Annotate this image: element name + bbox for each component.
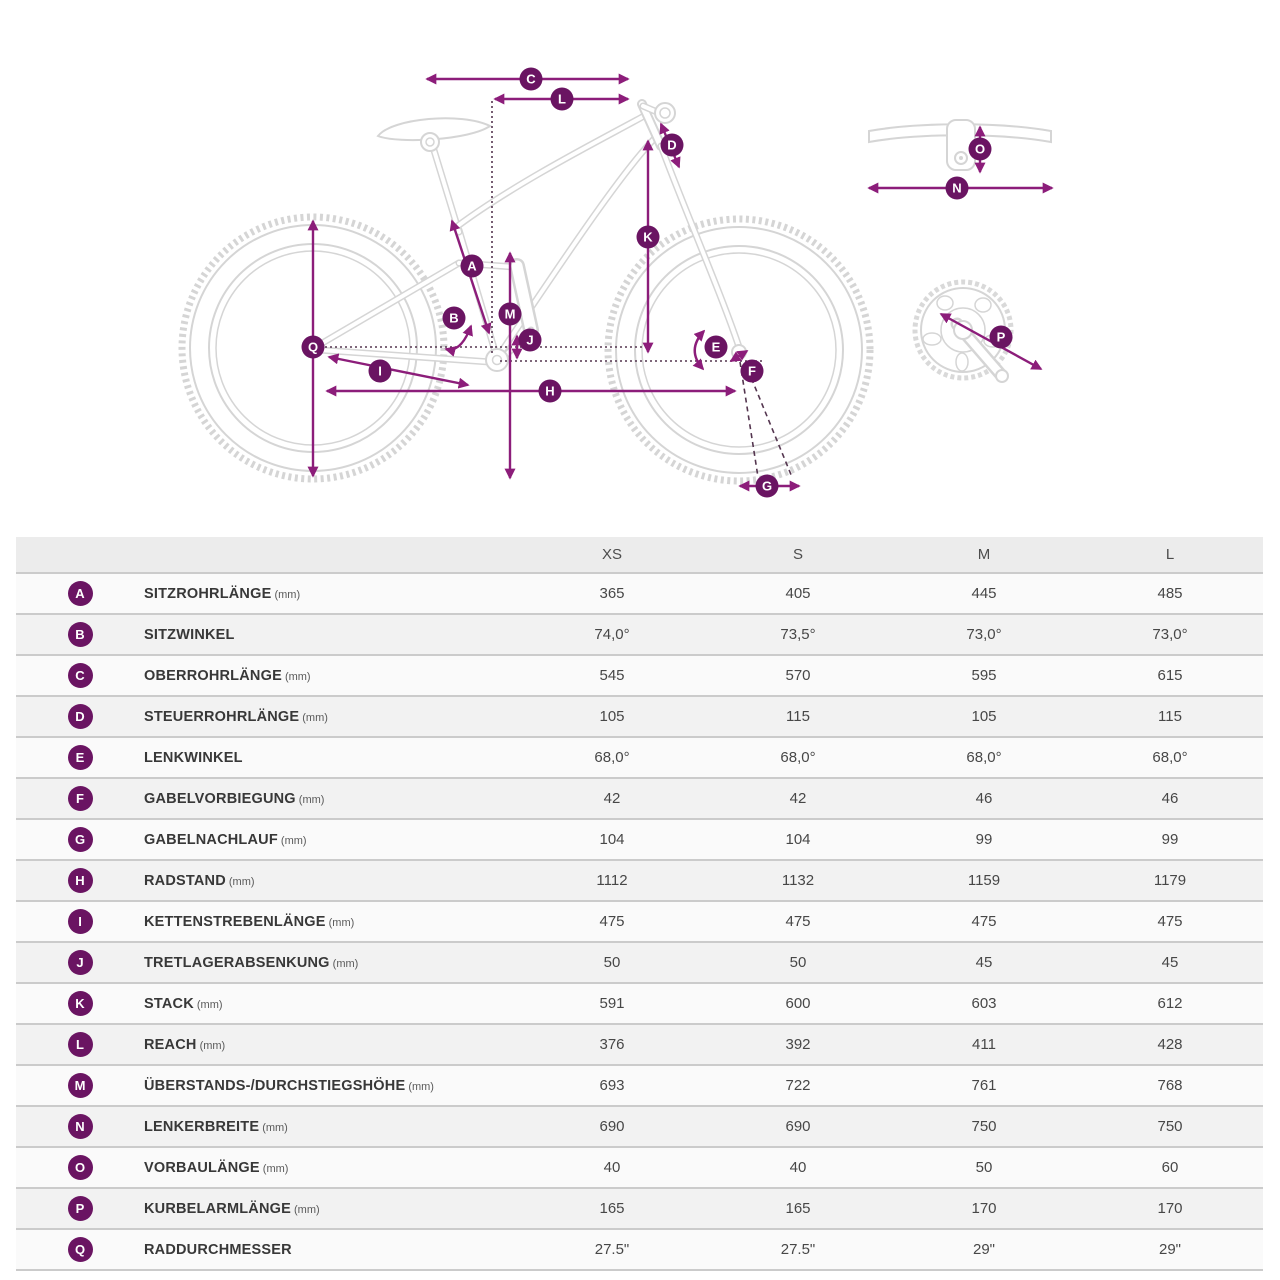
row-value-m: 411 bbox=[891, 1024, 1077, 1065]
badge-c bbox=[520, 68, 543, 91]
badge-i bbox=[369, 360, 392, 383]
row-unit: (mm) bbox=[328, 917, 355, 929]
row-value-l: 428 bbox=[1077, 1024, 1263, 1065]
row-value-m: 761 bbox=[891, 1065, 1077, 1106]
row-name: OBERROHRLÄNGE bbox=[144, 668, 282, 684]
row-name: KETTENSTREBENLÄNGE bbox=[144, 914, 326, 930]
badge-h bbox=[539, 380, 562, 403]
row-letter-badge: C bbox=[68, 663, 93, 688]
row-value-xs: 165 bbox=[519, 1188, 705, 1229]
badge-m bbox=[499, 303, 522, 326]
row-unit: (mm) bbox=[199, 1040, 226, 1052]
row-letter-badge: G bbox=[68, 827, 93, 852]
row-name: SITZROHRLÄNGE bbox=[144, 586, 272, 602]
badge-d bbox=[661, 134, 684, 157]
svg-text:E: E bbox=[711, 339, 721, 355]
row-name: REACH bbox=[144, 1037, 197, 1053]
handlebar-top-view bbox=[869, 120, 1051, 170]
row-value-s: 405 bbox=[705, 573, 891, 614]
row-value-xs: 68,0° bbox=[519, 737, 705, 778]
row-value-s: 104 bbox=[705, 819, 891, 860]
row-value-s: 570 bbox=[705, 655, 891, 696]
row-value-m: 105 bbox=[891, 696, 1077, 737]
header-letter-spacer bbox=[16, 537, 144, 573]
row-letter-badge: H bbox=[68, 868, 93, 893]
row-value-l: 475 bbox=[1077, 901, 1263, 942]
row-value-m: 170 bbox=[891, 1188, 1077, 1229]
row-name: RADDURCHMESSER bbox=[144, 1242, 292, 1258]
row-value-s: 722 bbox=[705, 1065, 891, 1106]
row-value-s: 73,5° bbox=[705, 614, 891, 655]
row-value-l: 485 bbox=[1077, 573, 1263, 614]
table-row bbox=[16, 1229, 1263, 1270]
row-value-l: 46 bbox=[1077, 778, 1263, 819]
row-value-s: 475 bbox=[705, 901, 891, 942]
row-letter-badge: Q bbox=[68, 1237, 93, 1262]
row-unit: (mm) bbox=[196, 999, 223, 1011]
row-value-m: 50 bbox=[891, 1147, 1077, 1188]
row-value-xs: 40 bbox=[519, 1147, 705, 1188]
table-row bbox=[16, 614, 1263, 655]
row-unit: (mm) bbox=[408, 1081, 434, 1093]
svg-text:Q: Q bbox=[307, 339, 319, 355]
row-value-m: 99 bbox=[891, 819, 1077, 860]
svg-text:H: H bbox=[545, 383, 555, 399]
row-unit: (mm) bbox=[332, 958, 359, 970]
row-value-xs: 105 bbox=[519, 696, 705, 737]
row-value-l: 60 bbox=[1077, 1147, 1263, 1188]
svg-text:D: D bbox=[667, 137, 677, 153]
badge-j bbox=[519, 329, 542, 352]
row-name: LENKERBREITE bbox=[144, 1119, 260, 1135]
table-row bbox=[16, 573, 1263, 614]
badge-e bbox=[705, 336, 728, 359]
row-value-l: 99 bbox=[1077, 819, 1263, 860]
row-value-s: 42 bbox=[705, 778, 891, 819]
svg-text:G: G bbox=[761, 478, 773, 494]
row-value-l: 750 bbox=[1077, 1106, 1263, 1147]
row-value-l: 612 bbox=[1077, 983, 1263, 1024]
row-letter-badge: B bbox=[68, 622, 93, 647]
row-letter-badge: J bbox=[68, 950, 93, 975]
row-value-xs: 475 bbox=[519, 901, 705, 942]
row-value-s: 115 bbox=[705, 696, 891, 737]
table-row bbox=[16, 1188, 1263, 1229]
badge-f bbox=[741, 360, 764, 383]
row-unit: (mm) bbox=[284, 671, 311, 683]
row-value-s: 690 bbox=[705, 1106, 891, 1147]
table-row bbox=[16, 696, 1263, 737]
badge-l bbox=[551, 88, 574, 111]
table-row bbox=[16, 737, 1263, 778]
row-value-xs: 693 bbox=[519, 1065, 705, 1106]
row-name: LENKWINKEL bbox=[144, 750, 243, 766]
table-row bbox=[16, 942, 1263, 983]
svg-text:A: A bbox=[467, 258, 477, 274]
svg-text:C: C bbox=[526, 71, 536, 87]
row-value-m: 445 bbox=[891, 573, 1077, 614]
row-name: STEUERROHRLÄNGE bbox=[144, 709, 300, 725]
row-value-s: 27.5" bbox=[705, 1229, 891, 1270]
arrow-b-seat-angle bbox=[446, 326, 471, 350]
row-value-xs: 50 bbox=[519, 942, 705, 983]
table-row bbox=[16, 1024, 1263, 1065]
row-letter-badge: D bbox=[68, 704, 93, 729]
row-value-s: 1132 bbox=[705, 860, 891, 901]
row-value-xs: 365 bbox=[519, 573, 705, 614]
row-value-xs: 376 bbox=[519, 1024, 705, 1065]
arrow-e-head-angle bbox=[695, 331, 704, 369]
row-letter-badge: L bbox=[68, 1032, 93, 1057]
row-value-s: 600 bbox=[705, 983, 891, 1024]
row-value-m: 1159 bbox=[891, 860, 1077, 901]
row-unit: (mm) bbox=[280, 835, 307, 847]
column-header-s: S bbox=[705, 537, 891, 573]
geometry-table bbox=[16, 537, 1263, 1271]
row-letter-badge: I bbox=[68, 909, 93, 934]
row-value-m: 45 bbox=[891, 942, 1077, 983]
row-unit: (mm) bbox=[262, 1122, 288, 1134]
table-row bbox=[16, 860, 1263, 901]
badge-q bbox=[302, 336, 325, 359]
row-value-m: 73,0° bbox=[891, 614, 1077, 655]
row-value-s: 40 bbox=[705, 1147, 891, 1188]
row-value-s: 165 bbox=[705, 1188, 891, 1229]
svg-text:F: F bbox=[748, 363, 756, 379]
row-value-l: 1179 bbox=[1077, 860, 1263, 901]
svg-text:L: L bbox=[558, 91, 566, 107]
row-unit: (mm) bbox=[274, 589, 301, 601]
row-value-l: 73,0° bbox=[1077, 614, 1263, 655]
bike-geometry-diagram bbox=[0, 0, 1280, 537]
row-value-xs: 27.5" bbox=[519, 1229, 705, 1270]
row-value-xs: 591 bbox=[519, 983, 705, 1024]
badge-n bbox=[946, 177, 969, 200]
svg-text:P: P bbox=[996, 329, 1006, 345]
row-value-s: 68,0° bbox=[705, 737, 891, 778]
row-letter-badge: P bbox=[68, 1196, 93, 1221]
row-value-l: 45 bbox=[1077, 942, 1263, 983]
row-name: GABELNACHLAUF bbox=[144, 832, 278, 848]
svg-text:K: K bbox=[643, 229, 653, 245]
header-name-spacer bbox=[144, 537, 519, 573]
table-row bbox=[16, 819, 1263, 860]
badge-g bbox=[756, 475, 779, 498]
svg-text:M: M bbox=[504, 306, 516, 322]
column-header-m: M bbox=[891, 537, 1077, 573]
svg-text:B: B bbox=[449, 310, 459, 326]
row-value-l: 768 bbox=[1077, 1065, 1263, 1106]
row-value-m: 46 bbox=[891, 778, 1077, 819]
row-value-m: 595 bbox=[891, 655, 1077, 696]
row-name: TRETLAGERABSENKUNG bbox=[144, 955, 330, 971]
table-row bbox=[16, 1147, 1263, 1188]
badge-p bbox=[990, 326, 1013, 349]
row-value-l: 68,0° bbox=[1077, 737, 1263, 778]
row-value-m: 750 bbox=[891, 1106, 1077, 1147]
row-value-l: 170 bbox=[1077, 1188, 1263, 1229]
row-value-xs: 42 bbox=[519, 778, 705, 819]
row-letter-badge: K bbox=[68, 991, 93, 1016]
row-value-s: 50 bbox=[705, 942, 891, 983]
svg-text:N: N bbox=[952, 180, 962, 196]
table-row bbox=[16, 1106, 1263, 1147]
table-row bbox=[16, 655, 1263, 696]
row-letter-badge: F bbox=[68, 786, 93, 811]
row-name: GABELVORBIEGUNG bbox=[144, 791, 296, 807]
row-unit: (mm) bbox=[262, 1163, 289, 1175]
column-header-l: L bbox=[1077, 537, 1263, 573]
svg-text:I: I bbox=[378, 363, 382, 379]
row-value-xs: 74,0° bbox=[519, 614, 705, 655]
row-value-l: 115 bbox=[1077, 696, 1263, 737]
table-row bbox=[16, 1065, 1263, 1106]
row-value-l: 615 bbox=[1077, 655, 1263, 696]
row-unit: (mm) bbox=[294, 1204, 320, 1216]
row-value-m: 475 bbox=[891, 901, 1077, 942]
row-value-s: 392 bbox=[705, 1024, 891, 1065]
row-name: VORBAULÄNGE bbox=[144, 1160, 260, 1176]
row-letter-badge: N bbox=[68, 1114, 93, 1139]
row-letter-badge: E bbox=[68, 745, 93, 770]
row-name: STACK bbox=[144, 996, 194, 1012]
row-value-m: 603 bbox=[891, 983, 1077, 1024]
row-value-m: 29" bbox=[891, 1229, 1077, 1270]
geometry-table-header bbox=[16, 537, 1263, 573]
table-row bbox=[16, 778, 1263, 819]
badge-b bbox=[443, 307, 466, 330]
badge-k bbox=[637, 226, 660, 249]
row-letter-badge: O bbox=[68, 1155, 93, 1180]
row-name: SITZWINKEL bbox=[144, 627, 235, 643]
row-value-xs: 104 bbox=[519, 819, 705, 860]
row-value-m: 68,0° bbox=[891, 737, 1077, 778]
row-value-xs: 690 bbox=[519, 1106, 705, 1147]
row-value-xs: 545 bbox=[519, 655, 705, 696]
bike-geometry-svg bbox=[0, 0, 1280, 537]
svg-text:O: O bbox=[974, 141, 986, 157]
row-name: KURBELARMLÄNGE bbox=[144, 1201, 291, 1217]
row-value-l: 29" bbox=[1077, 1229, 1263, 1270]
row-name: ÜBERSTANDS-/DURCHSTIEGSHÖHE bbox=[144, 1078, 406, 1094]
table-row bbox=[16, 983, 1263, 1024]
row-letter-badge: A bbox=[68, 581, 93, 606]
row-value-xs: 1112 bbox=[519, 860, 705, 901]
badge-o bbox=[969, 138, 992, 161]
row-name: RADSTAND bbox=[144, 873, 226, 889]
svg-text:J: J bbox=[526, 332, 534, 348]
row-letter-badge: M bbox=[68, 1073, 93, 1098]
row-unit: (mm) bbox=[298, 794, 325, 806]
table-row bbox=[16, 901, 1263, 942]
column-header-xs: XS bbox=[519, 537, 705, 573]
row-unit: (mm) bbox=[302, 712, 328, 724]
row-unit: (mm) bbox=[228, 876, 255, 888]
badge-a bbox=[461, 255, 484, 278]
